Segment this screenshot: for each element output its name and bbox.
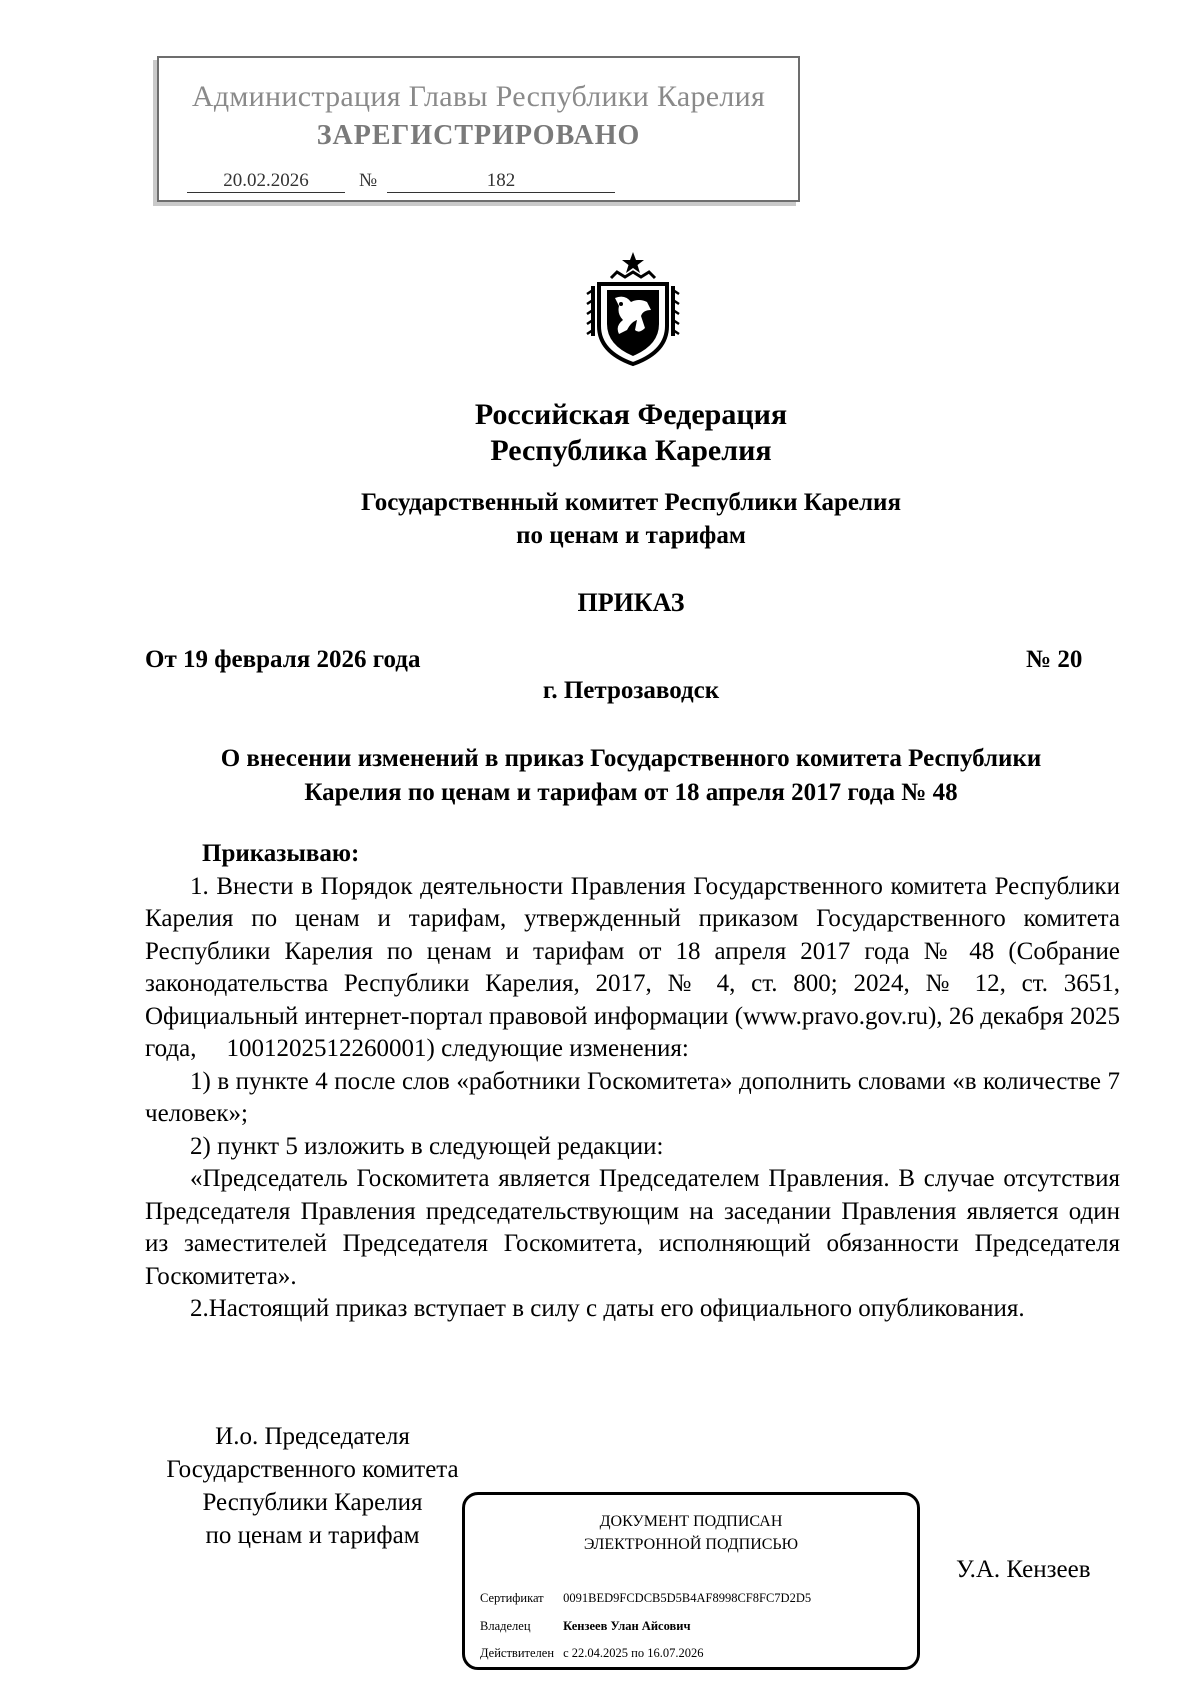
esign-validity-value: с 22.04.2025 по 16.07.2026 [563, 1646, 704, 1660]
esign-validity-label: Действителен [480, 1646, 555, 1660]
esign-heading-2: ЭЛЕКТРОННОЙ ПОДПИСЬЮ [583, 1536, 799, 1553]
paragraph-1 [145, 871, 1120, 1066]
header-agency-line1: Государственный комитет Республики Карелия [361, 489, 901, 516]
header-agency-line2: по ценам и тарифам [516, 522, 746, 549]
signatory-title-line1: И.о. Председателя [215, 1423, 410, 1450]
publication-code: 1001202512260001) [226, 1035, 435, 1062]
esign-owner-value: Кензеев Улан Айсович [563, 1619, 691, 1633]
signatory-name: У.А. Кензеев [956, 1556, 1091, 1583]
signatory-title-line3: Республики Карелия [202, 1489, 423, 1516]
header-republic: Республика Карелия [490, 434, 772, 467]
esign-certificate-label: Сертификат [480, 1591, 544, 1605]
order-number: № 20 [1026, 646, 1083, 673]
registration-org: Администрация Главы Республики Карелия [191, 80, 766, 113]
esign-validity [480, 1646, 704, 1661]
registration-number: 182 [387, 170, 615, 193]
order-city: г. Петрозаводск [542, 677, 720, 704]
paragraph-1-end: следующие изменения: [441, 1035, 689, 1062]
signatory-title-line4: по ценам и тарифам [205, 1522, 420, 1549]
esign-certificate-value: 0091BED9FCDCB5D5B4AF8998CF8FC7D2D5 [563, 1591, 812, 1605]
document-type: ПРИКАЗ [577, 588, 685, 617]
order-title-line2: Карелия по ценам и тарифам от 18 апреля 2017 года № 48 [304, 779, 958, 806]
registration-number-label: № [359, 170, 378, 191]
karelia-coat-of-arms-icon [585, 250, 681, 368]
orders-heading: Приказываю: [202, 840, 360, 867]
paragraph-5: 2.Настоящий приказ вступает в силу с даты его официального опубликования. [190, 1295, 1025, 1322]
esign-owner-label: Владелец [480, 1619, 531, 1633]
order-title-line1: О внесении изменений в приказ Государственного комитета Республики [220, 745, 1042, 772]
esign-owner [480, 1619, 691, 1634]
electronic-signature-stamp [462, 1492, 920, 1670]
header-country: Российская Федерация [474, 398, 788, 431]
paragraph-2: 1) в пункте 4 после слов «работники Госкомитета» дополнить словами «в количестве 7 человек»; [145, 1067, 1120, 1127]
paragraph-3: 2) пункт 5 изложить в следующей редакции: [190, 1132, 664, 1160]
registration-stamp [157, 56, 800, 202]
paragraph-1-text: 1. Внести в Порядок деятельности Правления Государственного комитета Республики Карелия по ценам и тарифам, утвержденный приказом Государственного комитета Республики Карелия по ценам и тарифам от 18 апреля 2017 года № 48 (Собрание законодательства Республики Карелия, 2017, № 4, ст. 800; 2024, № 12, ст. 3651, Официальный интернет-портал правовой информации (www.pravo.gov.ru), 26 декабря 2025 года, [145, 872, 1120, 1062]
paragraph-4: «Председатель Госкомитета является Председателем Правления. В случае отсутствия Председателя Правления председательствующим на заседании Правления является один из заместителей Председателя Госкомитета, исполняющий обязанности Председателя Госкомитета». [145, 1165, 1120, 1290]
signatory-title-line2: Государственного комитета [166, 1456, 459, 1483]
registration-status: ЗАРЕГИСТРИРОВАНО [316, 120, 641, 151]
order-body [145, 838, 1120, 1326]
order-date: От 19 февраля 2026 года [145, 646, 421, 673]
esign-heading-1: ДОКУМЕНТ ПОДПИСАН [599, 1513, 783, 1530]
signatory-title [140, 1420, 485, 1552]
registration-date: 20.02.2026 [187, 170, 345, 193]
esign-certificate [480, 1591, 811, 1606]
